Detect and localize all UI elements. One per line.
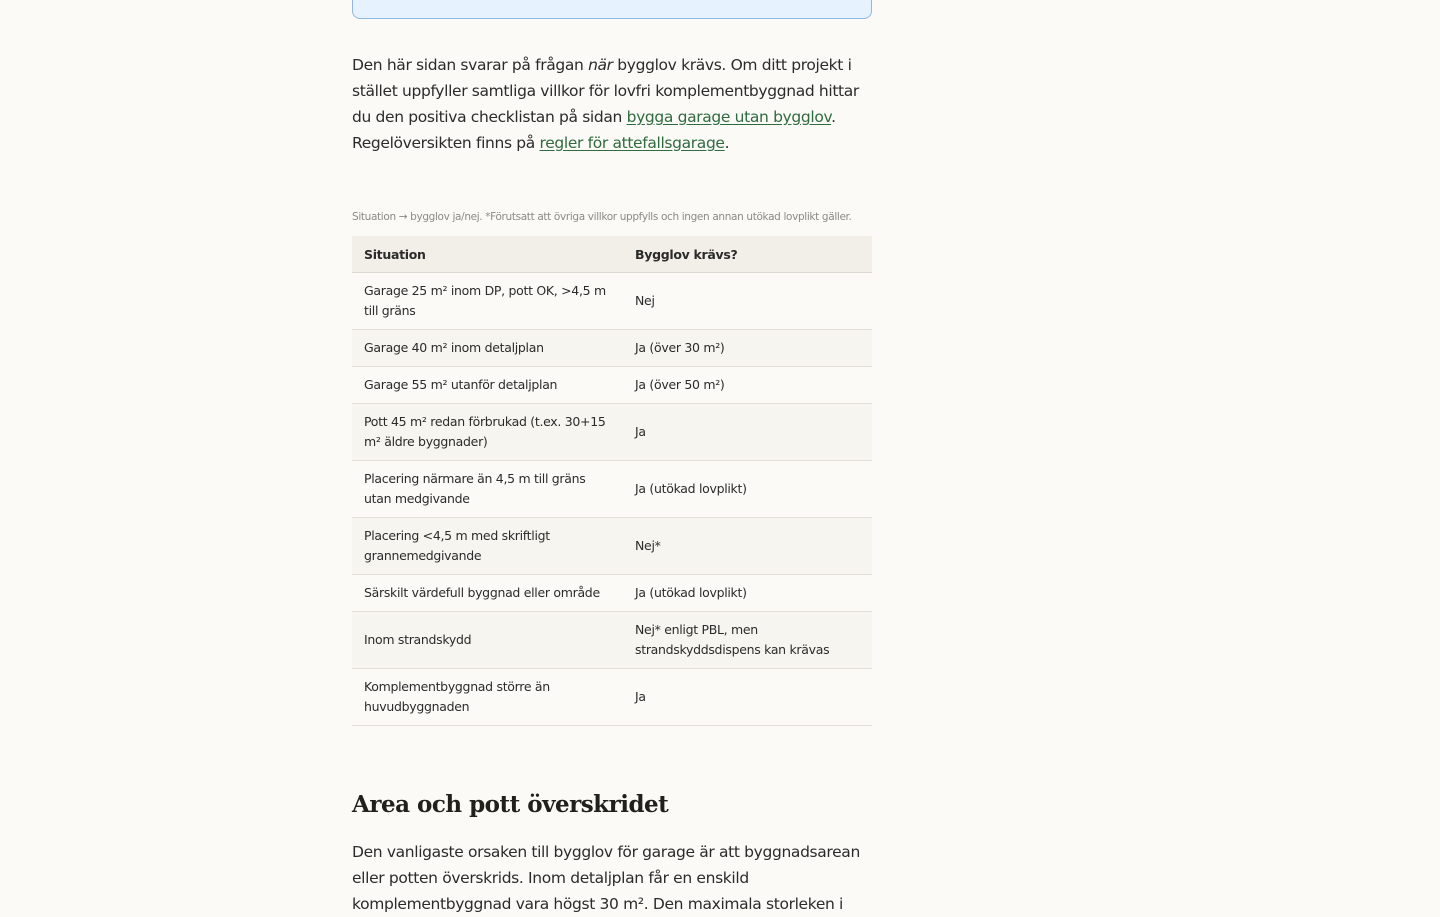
bygglov-cell: Nej* [623,518,872,575]
table-row [352,461,872,518]
table-row [352,330,872,367]
situation-cell: Garage 25 m² inom DP, pott OK, >4,5 m till gräns [352,273,623,330]
situation-cell: Garage 55 m² utanför detaljplan [352,367,623,404]
situation-cell: Inom strandskydd [352,612,623,669]
table-row [352,273,872,330]
situation-cell: Särskilt värdefull byggnad eller område [352,575,623,612]
intro-paragraph: Den här sidan svarar på frågan när bygglov krävs. Om ditt projekt i stället uppfyller samtliga villkor för lovfri komplementbyggnad hittar du den positiva checklistan på sidan bygga garage utan bygglov. Regelöversikten finns på regler för attefallsgarage. [352,56,859,152]
bygglov-table [352,236,872,726]
table-row [352,404,872,461]
bygglov-cell: Ja (utökad lovplikt) [623,461,872,518]
table-row [352,367,872,404]
link-bygga-garage-utan-bygglov[interactable]: bygga garage utan bygglov [626,108,832,126]
bygglov-cell: Ja [623,669,872,726]
info-callout-box [352,0,872,19]
section-paragraph: Den vanligaste orsaken till bygglov för garage är att byggnadsarean eller potten överskrids. Inom detaljplan får en enskild komplementbyggnad vara högst 30 m². Den maximala storleken i [352,843,860,913]
bygglov-cell: Nej* enligt PBL, men strandskyddsdispens kan krävas [623,612,872,669]
column-header-situation: Situation [352,236,623,273]
table-caption: Situation → bygglov ja/nej. *Förutsatt att övriga villkor uppfylls och ingen annan utökad lovplikt gäller. [352,211,852,223]
bygglov-cell: Nej [623,273,872,330]
table-row [352,518,872,575]
bygglov-cell: Ja [623,404,872,461]
situation-cell: Komplementbyggnad större än huvudbyggnaden [352,669,623,726]
situation-cell: Garage 40 m² inom detaljplan [352,330,623,367]
bygglov-cell: Ja (över 30 m²) [623,330,872,367]
situation-cell: Placering <4,5 m med skriftligt grannemedgivande [352,518,623,575]
emphasis-text: när [588,56,613,74]
table-row [352,575,872,612]
bygglov-cell: Ja (över 50 m²) [623,367,872,404]
situation-cell: Placering närmare än 4,5 m till gräns utan medgivande [352,461,623,518]
section-heading: Area och pott överskridet [352,791,669,818]
table-header-row [352,236,872,273]
link-regler-for-attefallsgarage[interactable]: regler för attefallsgarage [539,134,725,152]
situation-cell: Pott 45 m² redan förbrukad (t.ex. 30+15 m² äldre byggnader) [352,404,623,461]
column-header-bygglov: Bygglov krävs? [623,236,872,273]
table-row [352,612,872,669]
table-row [352,669,872,726]
bygglov-cell: Ja (utökad lovplikt) [623,575,872,612]
